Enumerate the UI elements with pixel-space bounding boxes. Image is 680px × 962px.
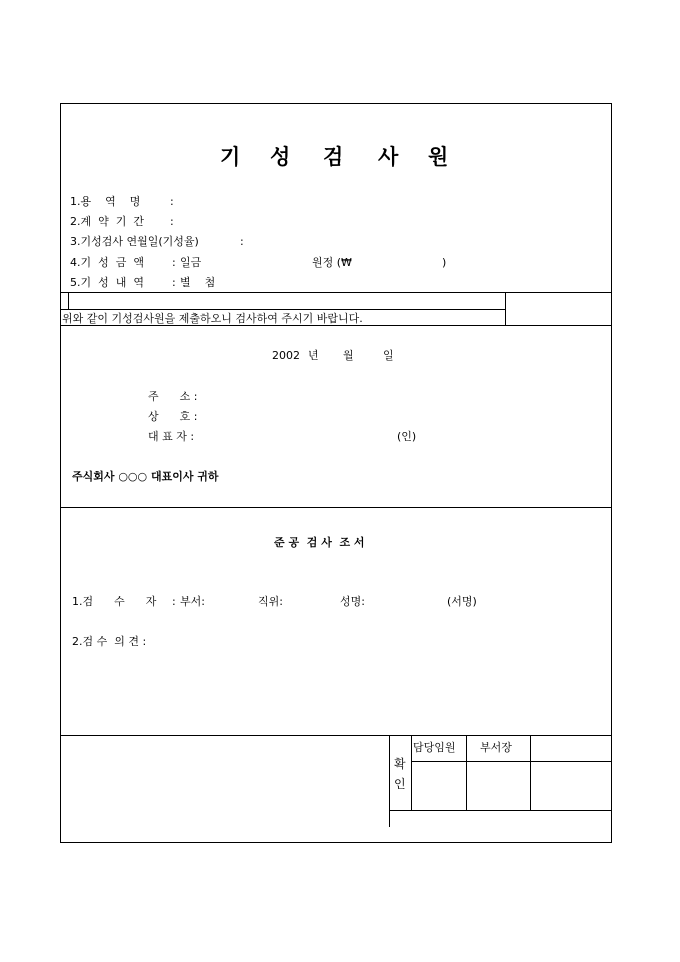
confirm-label-bottom: 인	[394, 777, 406, 791]
contract-period-colon: :	[170, 215, 174, 228]
details-label: 5.기 성 내 역	[70, 276, 144, 289]
contract-period-label: 2.계 약 기 간	[70, 215, 144, 228]
details-value: 별 첨	[180, 276, 216, 289]
company-label: 상 호 :	[148, 410, 198, 423]
amount-prefix: 일금	[180, 256, 202, 269]
seal-mark: (인)	[397, 430, 417, 443]
address-label: 주 소 :	[148, 390, 198, 403]
details-colon: :	[172, 276, 176, 289]
completion-title: 준 공 검 사 조 서	[274, 536, 365, 549]
confirm-col-divider-3	[530, 735, 531, 811]
date-month-unit: 월	[343, 349, 354, 362]
confirm-header-bottom	[411, 761, 612, 762]
date-day-unit: 일	[383, 349, 394, 362]
inspector-name: 성명:	[340, 595, 365, 608]
date-year-unit: 년	[308, 349, 319, 362]
form-title-char-1: 기	[220, 144, 242, 169]
date-year: 2002	[272, 349, 300, 362]
request-table-right	[505, 292, 506, 326]
form-title-char-4: 사	[378, 144, 400, 169]
confirm-label-top: 확	[394, 757, 406, 771]
confirm-col-manager: 부서장	[480, 741, 512, 754]
completion-section-top	[60, 507, 612, 508]
project-name-colon: :	[170, 195, 174, 208]
confirm-col-divider-2	[466, 735, 467, 811]
amount-won: 원정 (₩	[312, 256, 352, 269]
project-name-label: 1.용 역 명	[70, 195, 141, 208]
inspector-sign: (서명)	[447, 595, 477, 608]
confirm-col-divider-1	[411, 735, 412, 811]
recipient: 주식회사 ○○○ 대표이사 귀하	[72, 470, 219, 483]
confirm-col-executive: 담당임원	[413, 741, 456, 754]
amount-colon: :	[172, 256, 176, 269]
request-table-mid	[60, 309, 506, 310]
request-text: 위와 같이 기성검사원을 제출하오니 검사하여 주시기 바랍니다.	[62, 312, 363, 325]
inspector-position: 직위:	[258, 595, 283, 608]
inspection-date-label: 3.기성검사 연월일(기성율)	[70, 235, 199, 248]
inspector-label: 1.검 수 자	[72, 595, 157, 608]
amount-label: 4.기 성 금 액	[70, 256, 144, 269]
form-title-char-3: 검	[323, 144, 345, 169]
inspector-dept: 부서:	[180, 595, 205, 608]
representative-label: 대 표 자 :	[148, 430, 195, 443]
inspection-date-colon: :	[240, 235, 244, 248]
request-table-top	[60, 292, 612, 293]
request-table-left	[68, 292, 69, 309]
confirm-left-border	[389, 735, 390, 827]
form-title-char-2: 성	[270, 144, 292, 169]
amount-close: )	[442, 256, 447, 269]
request-section-bottom	[60, 325, 612, 326]
confirm-table-bottom	[389, 810, 612, 811]
opinion-label: 2.검 수 의 견 :	[72, 635, 147, 648]
form-title-char-5: 원	[428, 144, 450, 169]
inspector-colon: :	[172, 595, 176, 608]
